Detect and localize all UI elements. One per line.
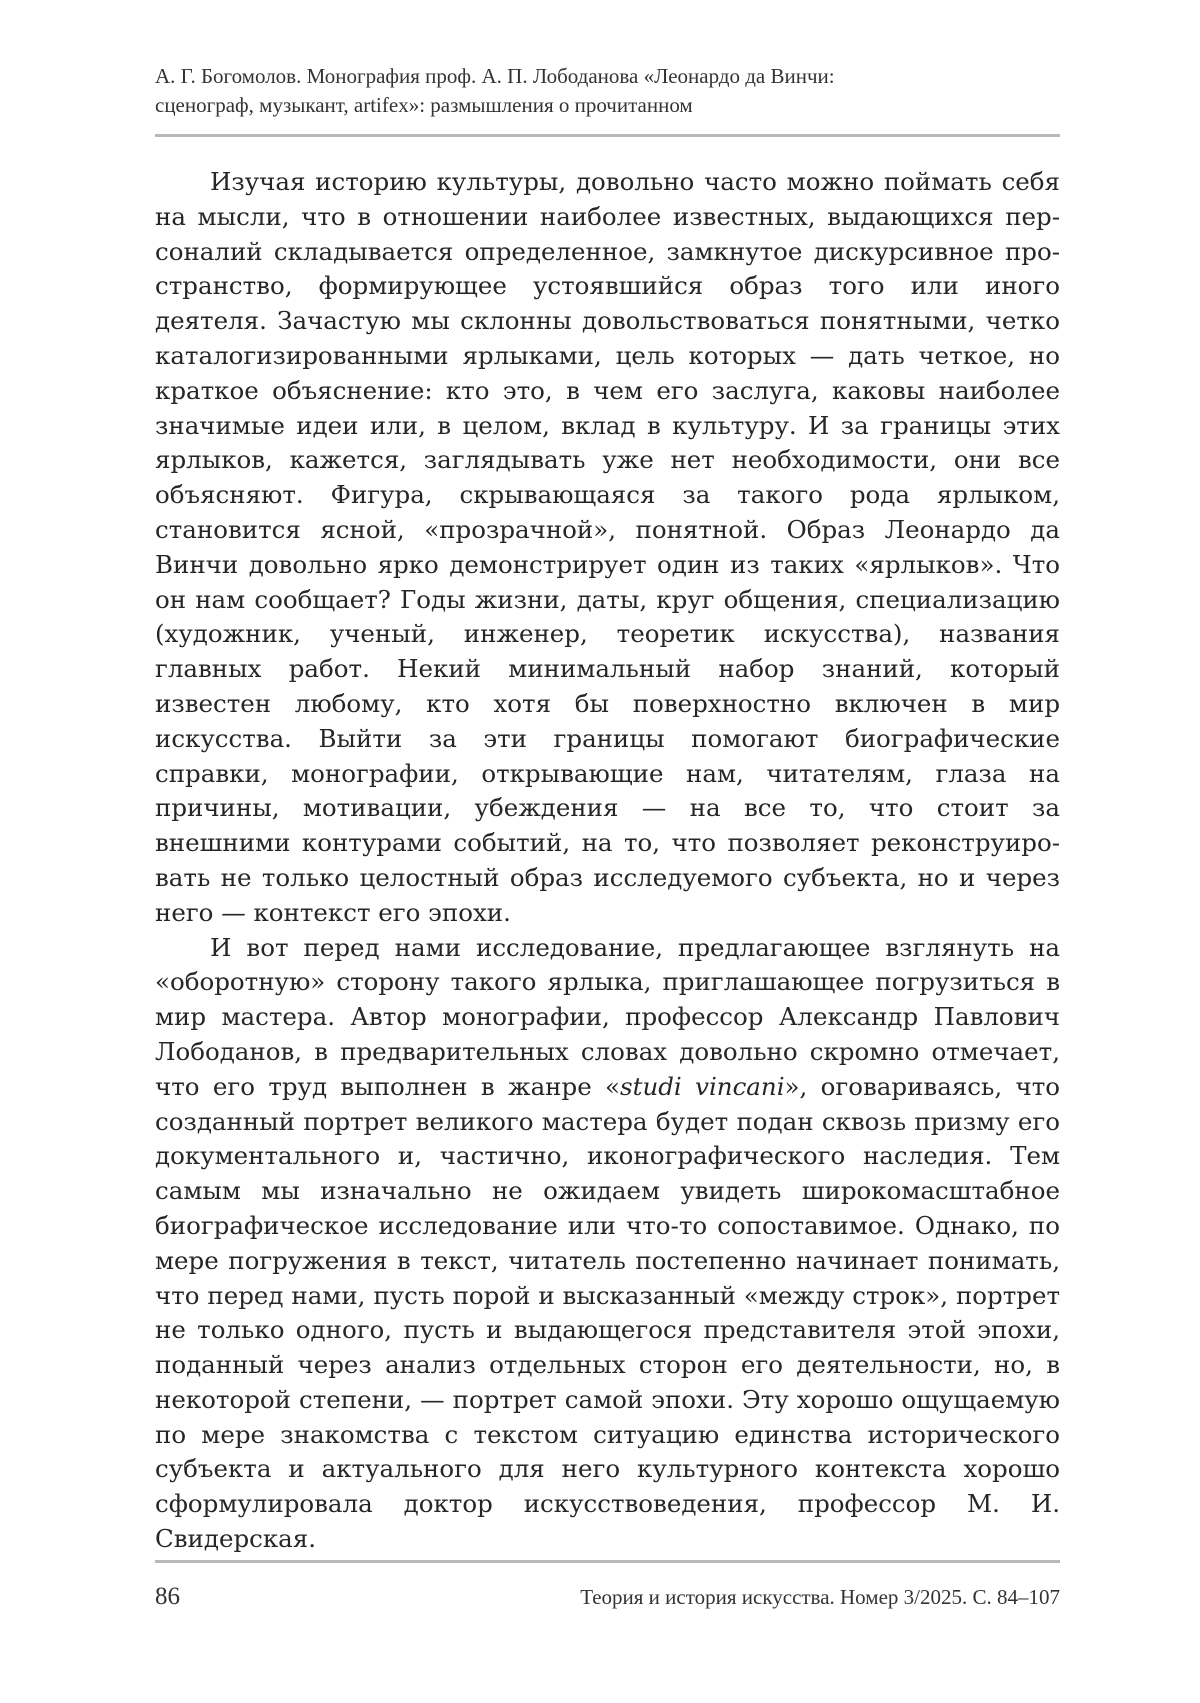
running-header-line-2: сценограф, музыкант, artifex»: размышления о прочитанном [155,93,693,117]
running-header [155,62,1060,120]
running-header-line-1: А. Г. Богомолов. Монография проф. А. П. Лободанова «Леонардо да Винчи: [155,64,835,88]
paragraph-2 [155,931,1060,1557]
paragraph-2-text-end: », оговариваясь, что созданный портрет великого мастера будет подан сквозь призму его документального и, частично, иконографического наследия. Тем самым мы изначально не ожидаем увидеть широкомасштабное биографическое исследование или что-то сопоставимое. Однако, по мере погружения в текст, читатель постепенно начинает понимать, что перед нами, пусть порой и высказанный «между строк», портрет не только одного, пусть и выдающегося представителя этой эпохи, поданный через анализ отдельных сторон его деятельности, но, в некоторой степени, — портрет самой эпохи. Эту хорошо ощущаемую по мере знакомства с текстом ситуацию единства исторического субъекта и актуального для него культурного контекста хорошо сформулировала доктор искусствоведения, профессор М. И. Свидерская. [155,1071,1060,1554]
paragraph-2-text-start: И вот перед нами исследование, предлагающее взглянуть на «оборотную» сторону такого ярлыка, приглашающее погрузиться в мир мастера. Автор монографии, профессор Александр Павлович Лободанов, в предварительных словах довольно скромно отмечает, что его труд выполнен в жанре « [155,932,1060,1101]
header-divider [155,134,1060,137]
page-footer [155,1583,1060,1619]
page-number: 86 [155,1583,180,1610]
journal-reference: Теория и история искусства. Номер 3/2025. С. 84–107 [580,1585,1060,1609]
paragraph-1: Изучая историю культуры, довольно часто можно поймать себя на мысли, что в отношении наиболее известных, выдающихся персоналий складывается определенное, замкнутое дискурсивное пространство, формирующее устоявшийся образ того или иного деятеля. Зачастую мы склонны довольствоваться понятными, четко каталогизированными ярлыками, цель которых — дать четкое, но краткое объяснение: кто это, в чем его заслуга, каковы наиболее значимые идеи или, в целом, вклад в культуру. И за границы этих ярлыков, кажется, заглядывать уже нет необходимости, они все объясняют. Фигура, скрывающаяся за такого рода ярлыком, становится ясной, «прозрачной», понятной. Образ Леонардо да Винчи довольно ярко демонстрирует один из таких «ярлыков». Что он нам сообщает? Годы жизни, даты, круг общения, специализацию (художник, ученый, инженер, теоретик искусства), названия главных работ. Некий минимальный набор знаний, который известен любому, кто хотя бы поверхностно включен в мир искусства. Выйти за эти границы помогают биографические справки, монографии, открывающие нам, читателям, глаза на причины, мотивации, убеждения — на все то, что стоит за внешними контурами событий, на то, что позволяет реконструировать не только целостный образ исследуемого субъекта, но и через него — контекст его эпохи. [155,167,1060,927]
article-body [155,165,1060,1557]
footer-divider [155,1560,1060,1563]
paragraph-2-italic-term: studi vincani [620,1071,785,1101]
